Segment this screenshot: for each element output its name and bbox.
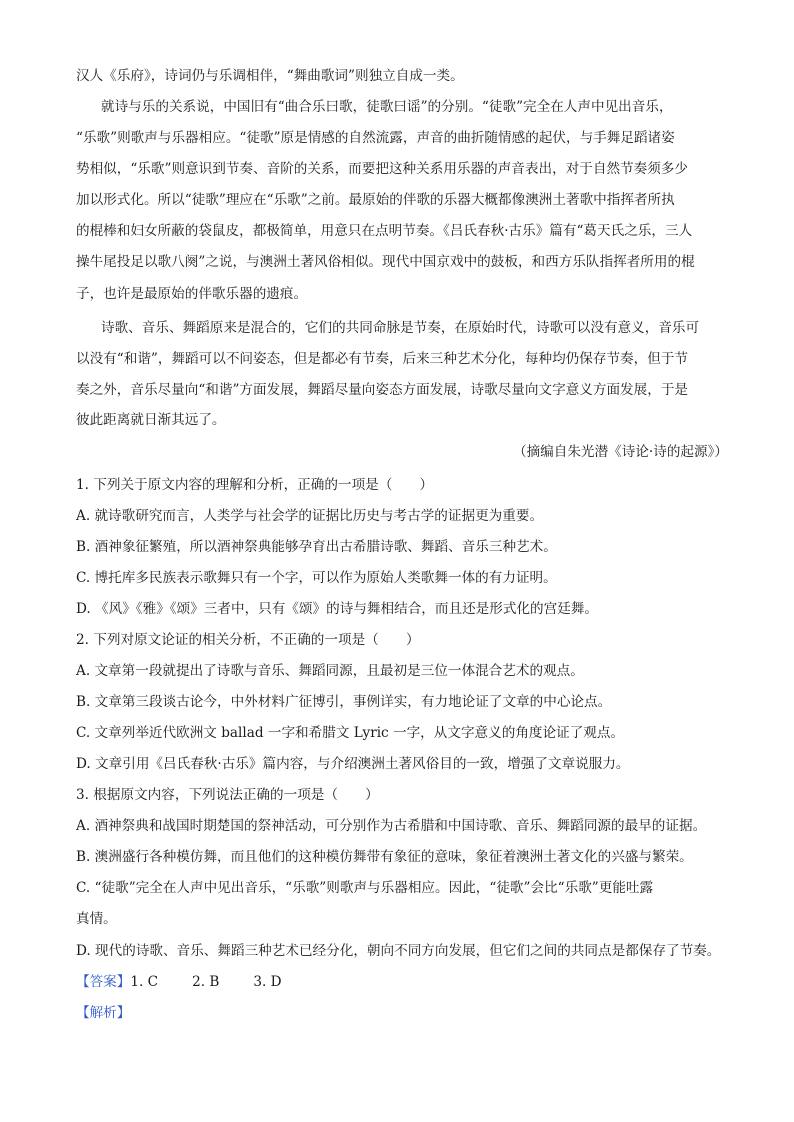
passage-line-3: “乐歌”则歌声与乐器相应。“徒歌”原是情感的自然流露，声音的曲折随情感的起伏，与手舞足蹈诸姿	[76, 130, 675, 146]
question-1-option-b: B. 酒神象征繁殖，所以酒神祭典能够孕育出古希腊诗歌、舞蹈、音乐三种艺术。	[76, 539, 557, 555]
question-2-option-c: C. 文章列举近代欧洲文 ballad 一字和希腊文 Lyric 一字，从文字意义的角度论证了观点。	[76, 725, 625, 741]
passage-line-12: 彼此距离就日渐其远了。	[76, 412, 226, 428]
analysis-line	[76, 1004, 130, 1022]
passage-source: （摘编自朱光潜《诗论·诗的起源》）	[512, 444, 728, 460]
question-3-option-c-cont: 真情。	[76, 911, 117, 927]
passage-line-2: 就诗与乐的关系说，中国旧有“曲合乐曰歌，徒歌曰谣”的分别。“徒歌”完全在人声中见出音乐，	[101, 99, 673, 115]
passage-line-4: 势相似，“乐歌”则意识到节奏、音阶的关系，而要把这种关系用乐器的声音表出，对于自然节奏须多少	[76, 161, 689, 177]
answer-line	[76, 973, 282, 991]
answer-item-1: 1. C	[130, 974, 159, 990]
answer-item-3: 3. D	[253, 974, 282, 990]
question-2-option-d: D. 文章引用《吕氏春秋·古乐》篇内容，与介绍澳洲土著风俗目的一致，增强了文章说服力。	[76, 756, 630, 772]
analysis-tag: 【解析】	[76, 1005, 131, 1021]
question-3-stem: 3. 根据原文内容，下列说法正确的一项是（ ）	[76, 787, 379, 803]
passage-line-5: 加以形式化。所以“徒歌”理应在“乐歌”之前。最原始的伴歌的乐器大概都像澳洲土著歌中指挥者所执	[76, 192, 675, 208]
question-2-option-b: B. 文章第三段谈古论今，中外材料广征博引，事例详实，有力地论证了文章的中心论点。	[76, 694, 612, 710]
question-3-option-c: C. “徒歌”完全在人声中见出音乐，“乐歌”则歌声与乐器相应。因此，“徒歌”会比“乐歌”更能吐露	[76, 880, 654, 896]
passage-line-6: 的棍棒和妇女所蔽的袋鼠皮，都极简单，用意只在点明节奏。《吕氏春秋·古乐》篇有“葛天氏之乐，三人	[76, 223, 693, 239]
passage-line-9: 诗歌、音乐、舞蹈原来是混合的，它们的共同命脉是节奏，在原始时代，诗歌可以没有意义，音乐可	[101, 320, 700, 336]
question-2-stem: 2. 下列对原文论证的相关分析，不正确的一项是（ ）	[76, 632, 420, 648]
answer-tag: 【答案】	[76, 974, 131, 990]
question-1-stem: 1. 下列关于原文内容的理解和分析，正确的一项是（ ）	[76, 477, 434, 493]
question-1-option-a: A. 就诗歌研究而言，人类学与社会学的证据比历史与考古学的证据更为重要。	[76, 508, 544, 524]
passage-line-11: 奏之外，音乐尽量向“和谐”方面发展，舞蹈尽量向姿态方面发展，诗歌尽量向文字意义方面发展，于是	[76, 382, 689, 398]
passage-line-8: 子，也许是最原始的伴歌乐器的遗痕。	[76, 286, 308, 302]
question-3-option-d: D. 现代的诗歌、音乐、舞蹈三种艺术已经分化，朝向不同方向发展，但它们之间的共同点是都保存了节奏。	[76, 943, 721, 959]
question-2-option-a: A. 文章第一段就提出了诗歌与音乐、舞蹈同源，且最初是三位一体混合艺术的观点。	[76, 663, 584, 679]
question-1-option-d: D. 《风》《雅》《颂》三者中，只有《颂》的诗与舞相结合，而且还是形式化的宫廷舞。	[76, 601, 599, 617]
answer-item-2: 2. B	[192, 974, 220, 990]
passage-line-1: 汉人《乐府》，诗词仍与乐调相伴，“舞曲歌词”则独立自成一类。	[76, 68, 464, 84]
passage-line-10: 以没有“和谐”，舞蹈可以不问姿态，但是都必有节奏，后来三种艺术分化，每种均仍保存节奏，但于节	[76, 351, 689, 367]
passage-line-7: 操牛尾投足以歌八阕”之说，与澳洲土著风俗相似。现代中国京戏中的鼓板，和西方乐队指挥者所用的棍	[76, 254, 695, 270]
question-3-option-a: A. 酒神祭典和战国时期楚国的祭神活动，可分别作为古希腊和中国诗歌、音乐、舞蹈同源的最早的证据。	[76, 818, 707, 834]
question-3-option-b: B. 澳洲盛行各种模仿舞，而且他们的这种模仿舞带有象征的意味，象征着澳洲土著文化的兴盛与繁荣。	[76, 849, 693, 865]
question-1-option-c: C. 博托库多民族表示歌舞只有一个字，可以作为原始人类歌舞一体的有力证明。	[76, 570, 557, 586]
